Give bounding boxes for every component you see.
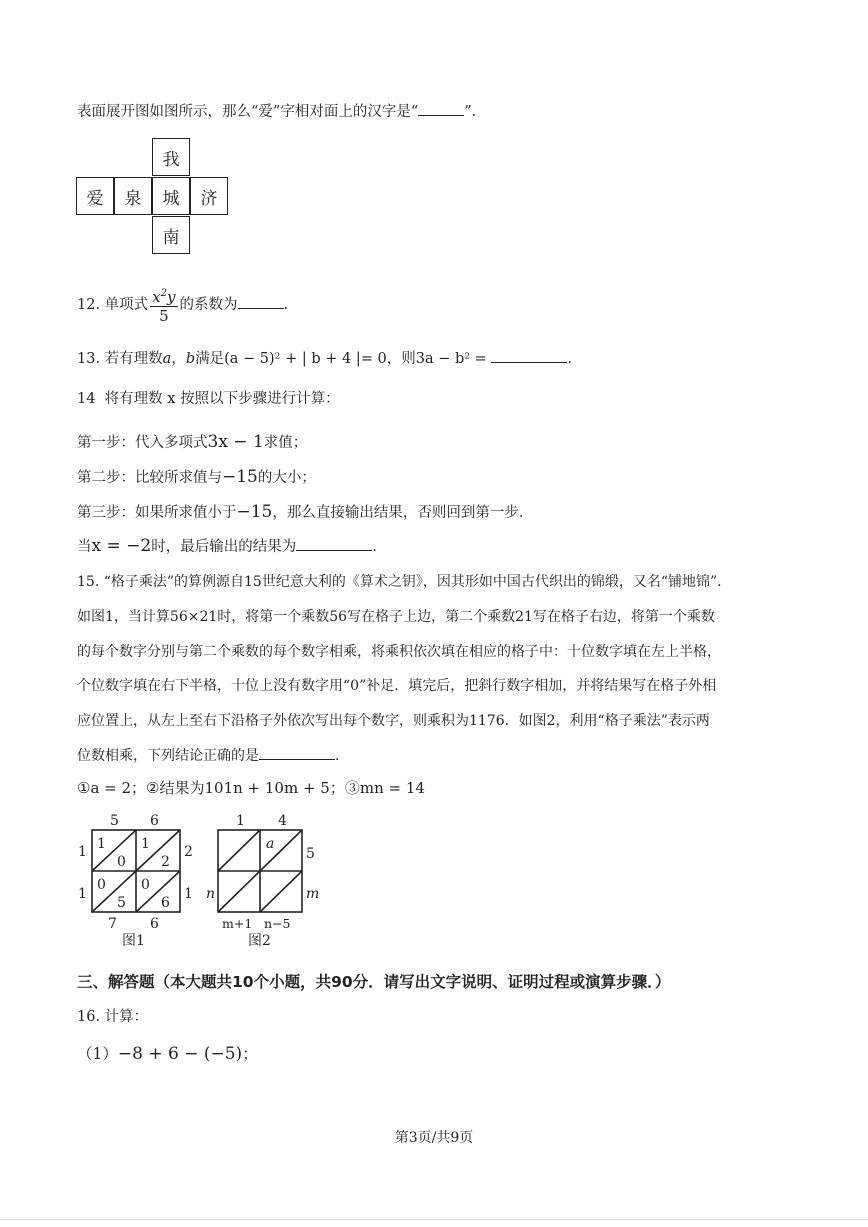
q16-part1: （1）−8 + 6 − (−5)； bbox=[77, 1044, 258, 1064]
q15-line-4: 个位数字填在右下半格，十位上没有数字用“0”补足．填完后，把斜行数字相加，并将结果写在格子外相 bbox=[77, 678, 717, 694]
net-cell-3: 城 bbox=[152, 177, 190, 215]
fig1-cell-tens: 0 bbox=[97, 877, 106, 893]
fig1-right-digit: 2 bbox=[184, 844, 193, 860]
q13-line: 13. 若有理数a，b满足(a − 5)² + | b + 4 |= 0，则3a − b² = . bbox=[77, 348, 572, 369]
q11-text: 表面展开图如图所示，那么“爱”字相对面上的汉字是“ ”． bbox=[77, 101, 486, 122]
fig2-cell-a: a bbox=[266, 836, 275, 852]
fig1-bottom-digit: 6 bbox=[150, 916, 159, 932]
net-cell-1: 爱 bbox=[76, 177, 114, 215]
fig1-cell-ones: 0 bbox=[117, 854, 126, 870]
lattice-figure-2 bbox=[200, 812, 330, 954]
answer-blank bbox=[259, 745, 335, 760]
fig2-diagonal bbox=[260, 871, 302, 912]
fig1-cell-ones: 5 bbox=[117, 895, 126, 911]
fig1-right-digit: 1 bbox=[184, 886, 193, 902]
q15-line-3: 的每个数字分别与第二个乘数的每个数字相乘，将乘积依次填在相应的格子中：十位数字填在左上半格， bbox=[77, 644, 721, 660]
fig1-cell-tens: 1 bbox=[141, 836, 150, 852]
answer-blank bbox=[491, 348, 567, 363]
fig1-bottom-digit: 7 bbox=[108, 916, 117, 932]
net-cell-bottom: 南 bbox=[152, 216, 190, 254]
q14-final: 当x = −2时，最后输出的结果为 . bbox=[77, 536, 377, 556]
q14-step2: 第二步：比较所求值与−15的大小； bbox=[77, 467, 316, 487]
fig2-right-label: 5 bbox=[306, 846, 315, 862]
q14-step3: 第三步：如果所求值小于−15，那么直接输出结果，否则回到第一步． bbox=[77, 502, 534, 522]
fig1-top-digit: 6 bbox=[150, 813, 159, 829]
q15-line-5: 应位置上，从左上至右下沿格子外依次写出每个数字，则乘积为1176．如图2，利用“格子乘法”表示两 bbox=[77, 713, 710, 729]
fig1-cell-ones: 6 bbox=[161, 895, 170, 911]
net-cell-top: 我 bbox=[152, 138, 190, 176]
fig2-bottom-label: n−5 bbox=[264, 916, 291, 931]
fig1-cell-tens: 1 bbox=[97, 836, 106, 852]
fig1-left-digit: 1 bbox=[78, 886, 87, 902]
q14-intro: 14 将有理数 x 按照以下步骤进行计算： bbox=[77, 391, 340, 407]
q12-line: 12. 单项式 $\frac{x^2y}{5}$ 的系数为 . bbox=[77, 285, 288, 325]
page-footer: 第3页/共9页 bbox=[394, 1130, 474, 1146]
q16-heading: 16. 计算： bbox=[77, 1009, 149, 1025]
answer-blank bbox=[238, 294, 284, 309]
q14-step1: 第一步：代入多项式3x − 1求值； bbox=[77, 432, 308, 452]
fig2-top-digit: 4 bbox=[278, 813, 287, 829]
fig2-diagonal bbox=[218, 871, 260, 912]
q15-line-6: 位数相乘，下列结论正确的是 ． bbox=[77, 745, 349, 766]
fig1-caption: 图1 bbox=[122, 933, 145, 949]
net-cell-4: 济 bbox=[190, 177, 228, 215]
answer-blank bbox=[418, 101, 464, 116]
q15-line-2: 如图1，当计算56×21时，将第一个乘数56写在格子上边，第二个乘数21写在格子右边，将第一个乘数 bbox=[77, 609, 715, 625]
fig1-left-digit: 1 bbox=[78, 844, 87, 860]
cube-net-figure bbox=[76, 138, 236, 256]
section-title: 三、解答题（本大题共10个小题，共90分．请写出文字说明、证明过程或演算步骤．） bbox=[77, 973, 671, 991]
fig2-caption: 图2 bbox=[248, 933, 271, 949]
fig1-cell-ones: 2 bbox=[161, 854, 170, 870]
fig2-right-label: m bbox=[306, 886, 320, 902]
monomial-fraction: $\frac{x^2y}{5}$ bbox=[150, 285, 177, 325]
fig1-cell-tens: 0 bbox=[141, 877, 150, 893]
q15-options: ①a = 2；②结果为101n + 10m + 5；③mn = 14 bbox=[77, 779, 425, 797]
fig2-bottom-label: m+1 bbox=[222, 916, 253, 931]
net-cell-2: 泉 bbox=[114, 177, 152, 215]
bottom-rule bbox=[0, 1219, 868, 1220]
fig2-diagonal bbox=[218, 830, 260, 871]
fig2-left-label: n bbox=[206, 886, 216, 902]
fig2-top-digit: 1 bbox=[236, 813, 245, 829]
fig1-top-digit: 5 bbox=[110, 813, 119, 829]
q15-line-1: 15. “格子乘法”的算例源自15世纪意大利的《算术之钥》，因其形如中国古代织出的锦缎，又名“铺地锦”． bbox=[77, 574, 732, 590]
answer-blank bbox=[296, 536, 372, 551]
lattice-figure-1 bbox=[72, 812, 202, 954]
